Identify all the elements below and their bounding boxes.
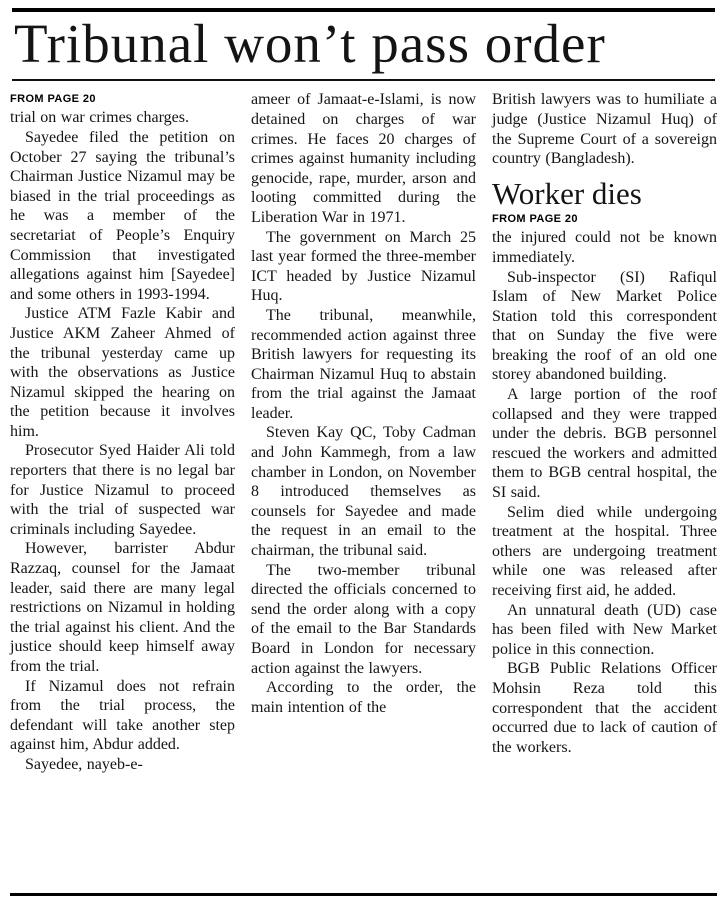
paragraph: British lawyers was to humiliate a judge (Justice Nizamul Huq) of the Supreme Court of a sovereign country (Bangladesh).: [492, 91, 717, 168]
paragraph: Steven Kay QC, Toby Cadman and John Kammegh, from a law chamber in London, on November 8 introduced themselves as counsels for Sayedee and made the request in an email to the chairman, the tribunal said.: [251, 424, 476, 560]
paragraph: An unnatural death (UD) case has been filed with New Market police in this connection.: [492, 601, 717, 658]
worker-dies-text: [492, 228, 717, 757]
from-page-kicker: FROM PAGE 20: [10, 93, 96, 106]
headline-rule: [12, 79, 715, 81]
paragraph: Sayedee filed the petition on October 27 saying the tribunal’s Chairman Justice Nizamul may be biased in the trial proceedings as he was a member of the secretariat of People’s Enquiry Commission that investigated allegations against him [Sayedee] and some others in 1993-1994.: [10, 128, 235, 303]
paragraph: If Nizamul does not refrain from the trial process, the defendant will take another step against him, Abdur added.: [10, 677, 235, 754]
top-rule: [12, 8, 715, 12]
bottom-rule: [10, 893, 717, 896]
column-3-text: [492, 90, 717, 168]
paragraph: trial on war crimes charges.: [10, 109, 189, 127]
worker-dies-headline: Worker dies: [492, 175, 642, 211]
article-columns: [10, 90, 717, 774]
column-3: [492, 90, 717, 757]
from-page-kicker-2: FROM PAGE 20: [492, 213, 578, 226]
paragraph: However, barrister Abdur Razzaq, counsel for the Jamaat leader, said there are many legal restrictions on Nizamul in holding the trial against his client. And the justice should keep himself away from the trial.: [10, 540, 235, 676]
paragraph: the injured could not be known immediately.: [492, 229, 717, 266]
paragraph: ameer of Jamaat-e-Islami, is now detained on charges of war crimes. He faces 20 charges of crimes against humanity including genocide, rape, murder, arson and looting committed during the Liberation War in 1971.: [251, 91, 476, 226]
paragraph: Sub-inspector (SI) Rafiqul Islam of New Market Police Station told this correspondent that on Sunday the five were breaking the roof of an old one storey abandoned building.: [492, 268, 717, 384]
paragraph: The tribunal, meanwhile, recommended action against three British lawyers for requesting its Chairman Nizamul Huq to abstain from the trial against the Jamaat leader.: [251, 306, 476, 422]
paragraph: Justice ATM Fazle Kabir and Justice AKM Zaheer Ahmed of the tribunal yesterday came up with the observations as Justice Nizamul skipped the hearing on the petition because it involves him.: [10, 305, 235, 440]
main-headline: Tribunal won’t pass order: [14, 13, 606, 74]
paragraph: A large portion of the roof collapsed and they were trapped under the debris. BGB personnel rescued the workers and admitted them to BGB central hospital, the SI said.: [492, 386, 717, 502]
column-1: [10, 90, 235, 774]
paragraph: According to the order, the main intention of the: [251, 679, 476, 716]
paragraph: Prosecutor Syed Haider Ali told reporters that there is no legal bar for Justice Nizamul to proceed with the trial of suspected war criminals including Sayedee.: [10, 442, 235, 538]
column-2: [251, 90, 476, 717]
paragraph: Sayedee, nayeb-e-: [25, 755, 143, 773]
paragraph: BGB Public Relations Officer Mohsin Reza told this correspondent that the accident occurred due to lack of caution of the workers.: [492, 660, 717, 756]
paragraph: The government on March 25 last year formed the three-member ICT headed by Justice Nizamul Huq.: [251, 228, 476, 305]
paragraph: The two-member tribunal directed the officials concerned to send the order along with a copy of the email to the Bar Standards Board in London for necessary action against the lawyers.: [251, 561, 476, 677]
column-2-text: [251, 90, 476, 717]
paragraph: Selim died while undergoing treatment at the hospital. Three others are undergoing treatment while one was released after receiving first aid, he added.: [492, 503, 717, 599]
column-1-text: [10, 108, 235, 774]
